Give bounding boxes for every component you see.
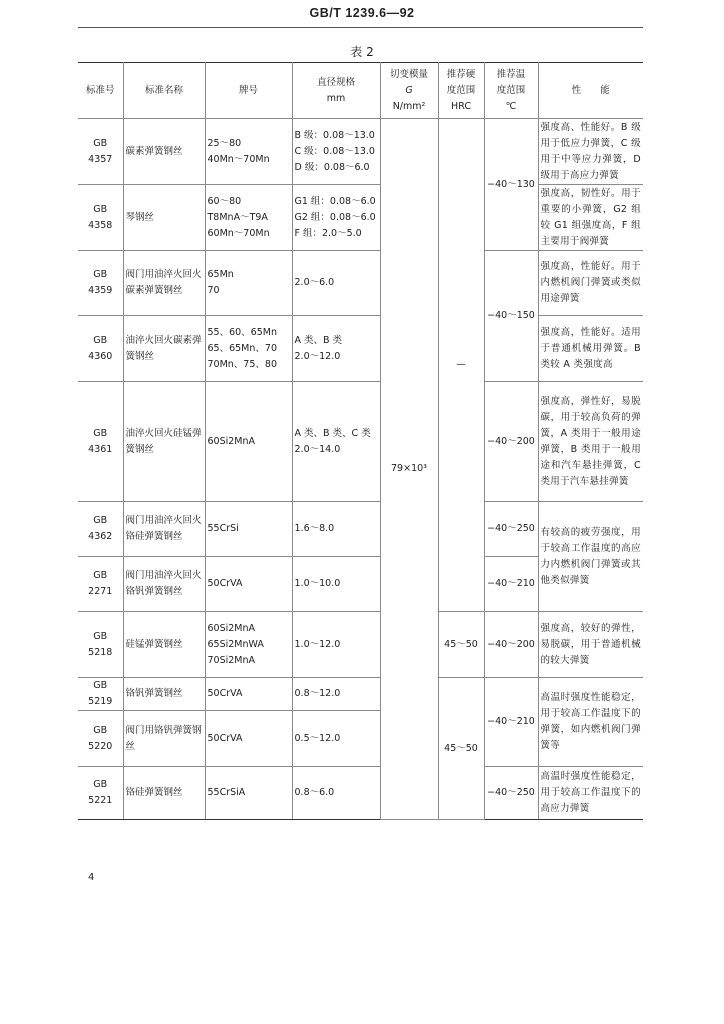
- std-no: GB 5218: [78, 612, 123, 678]
- std-no: GB 5220: [78, 711, 123, 767]
- header-rule: [78, 27, 643, 28]
- std-no: GB 5219: [78, 678, 123, 711]
- diameter-spec: 1.0～12.0: [292, 612, 380, 678]
- table-title: 表 2: [350, 45, 374, 59]
- standard-code-header: GB/T 1239.6—92: [309, 6, 415, 20]
- performance-description: 高温时强度性能稳定，用于较高工作温度下的高应力弹簧: [538, 767, 643, 820]
- temperature-range: −40～200: [484, 382, 538, 502]
- grade: 60Si2MnA 65Si2MnWA 70Si2MnA: [205, 612, 292, 678]
- col-header-grade: 牌号: [205, 63, 292, 119]
- table-row: [78, 316, 643, 382]
- performance-description: 强度高，性能好。用于内燃机阀门弹簧或类似用途弹簧: [538, 251, 643, 316]
- std-no: GB 4362: [78, 502, 123, 557]
- diameter-spec: B 级：0.08～13.0 C 级：0.08～13.0 D 级：0.08～6.0: [292, 119, 380, 185]
- std-name: 油淬火回火硅锰弹簧钢丝: [123, 382, 205, 502]
- std-no: GB 5221: [78, 767, 123, 820]
- std-name: 铬硅弹簧钢丝: [123, 767, 205, 820]
- performance-description: 强度高、性能好。B 级用于低应力弹簧，C 级用于中等应力弹簧，D 级用于高应力弹簧: [538, 119, 643, 185]
- grade: 65Mn 70: [205, 251, 292, 316]
- table-row: [78, 767, 643, 820]
- grade: 50CrVA: [205, 711, 292, 767]
- performance-description: 强度高，弹性好，易脱碳，用于较高负荷的弹簧，A 类用于一般用途弹簧，B 类用于一般用途和汽车悬挂弹簧，C 类用于汽车悬挂弹簧: [538, 382, 643, 502]
- diameter-spec: 1.0～10.0: [292, 557, 380, 612]
- col-header-diameter: 直径规格 mm: [292, 63, 380, 119]
- table-row: [78, 502, 643, 557]
- grade: 50CrVA: [205, 678, 292, 711]
- std-name: 阀门用铬钒弹簧钢丝: [123, 711, 205, 767]
- diameter-spec: 0.8～12.0: [292, 678, 380, 711]
- diameter-spec: 1.6～8.0: [292, 502, 380, 557]
- temperature-range: −40～150: [484, 251, 538, 382]
- col-header-performance: 性 能: [538, 63, 643, 119]
- diameter-spec: 0.8～6.0: [292, 767, 380, 820]
- grade: 55CrSi: [205, 502, 292, 557]
- col-header-temperature: 推荐温 度范围 ℃: [484, 63, 538, 119]
- grade: 50CrVA: [205, 557, 292, 612]
- table-row: [78, 678, 643, 711]
- std-no: GB 2271: [78, 557, 123, 612]
- std-name: 油淬火回火碳素弹簧钢丝: [123, 316, 205, 382]
- grade: 60～80 T8MnA～T9A 60Mn～70Mn: [205, 185, 292, 251]
- performance-description: 高温时强度性能稳定，用于较高工作温度下的弹簧，如内燃机阀门弹簧等: [538, 678, 643, 767]
- table-row: [78, 119, 643, 185]
- diameter-spec: G1 组：0.08～6.0 G2 组：0.08～6.0 F 组：2.0～5.0: [292, 185, 380, 251]
- std-name: 碳素弹簧钢丝: [123, 119, 205, 185]
- col-header-std-no: 标准号: [78, 63, 123, 119]
- std-no: GB 4361: [78, 382, 123, 502]
- table-row: [78, 251, 643, 316]
- std-no: GB 4359: [78, 251, 123, 316]
- std-name: 琴钢丝: [123, 185, 205, 251]
- performance-description: 强度高，韧性好。用于重要的小弹簧，G2 组较 G1 组强度高，F 组主要用于阀弹簧: [538, 185, 643, 251]
- temperature-range: −40～200: [484, 612, 538, 678]
- col-header-std-name: 标准名称: [123, 63, 205, 119]
- page-number: 4: [88, 872, 95, 883]
- temperature-range: −40～210: [484, 678, 538, 767]
- hardness-range: 45～50: [438, 612, 484, 678]
- hardness-range: 45～50: [438, 678, 484, 820]
- grade: 55、60、65Mn 65、65Mn、70 70Mn、75、80: [205, 316, 292, 382]
- temperature-range: −40～250: [484, 502, 538, 557]
- grade: 25～80 40Mn～70Mn: [205, 119, 292, 185]
- std-no: GB 4357: [78, 119, 123, 185]
- performance-description: 强度高，性能好。适用于普通机械用弹簧。B 类较 A 类强度高: [538, 316, 643, 382]
- hardness-not-applicable: —: [438, 119, 484, 612]
- col-header-modulus: 切变模量 G N/mm²: [380, 63, 438, 119]
- col-header-hardness: 推荐硬 度范围 HRC: [438, 63, 484, 119]
- diameter-spec: 2.0～6.0: [292, 251, 380, 316]
- temperature-range: −40～210: [484, 557, 538, 612]
- std-name: 阀门用油淬火回火碳素弹簧钢丝: [123, 251, 205, 316]
- diameter-spec: A 类、B 类、C 类 2.0～14.0: [292, 382, 380, 502]
- temperature-range: −40～250: [484, 767, 538, 820]
- temperature-range: −40～130: [484, 119, 538, 251]
- std-name: 铬钒弹簧钢丝: [123, 678, 205, 711]
- table-row: [78, 612, 643, 678]
- std-no: GB 4358: [78, 185, 123, 251]
- std-no: GB 4360: [78, 316, 123, 382]
- table-row: [78, 382, 643, 502]
- grade: 60Si2MnA: [205, 382, 292, 502]
- diameter-spec: A 类、B 类 2.0～12.0: [292, 316, 380, 382]
- grade: 55CrSiA: [205, 767, 292, 820]
- std-name: 阀门用油淬火回火铬钒弹簧钢丝: [123, 557, 205, 612]
- diameter-spec: 0.5～12.0: [292, 711, 380, 767]
- performance-description: 强度高，较好的弹性，易脱碳，用于普通机械的较大弹簧: [538, 612, 643, 678]
- shear-modulus-value: 79×10³: [380, 119, 438, 820]
- std-name: 硅锰弹簧钢丝: [123, 612, 205, 678]
- table-header-row: [78, 63, 643, 119]
- table-row: [78, 185, 643, 251]
- performance-description: 有较高的疲劳强度，用于较高工作温度的高应力内燃机阀门弹簧或其他类似弹簧: [538, 502, 643, 612]
- spring-wire-standards-table: [78, 62, 643, 820]
- std-name: 阀门用油淬火回火铬硅弹簧钢丝: [123, 502, 205, 557]
